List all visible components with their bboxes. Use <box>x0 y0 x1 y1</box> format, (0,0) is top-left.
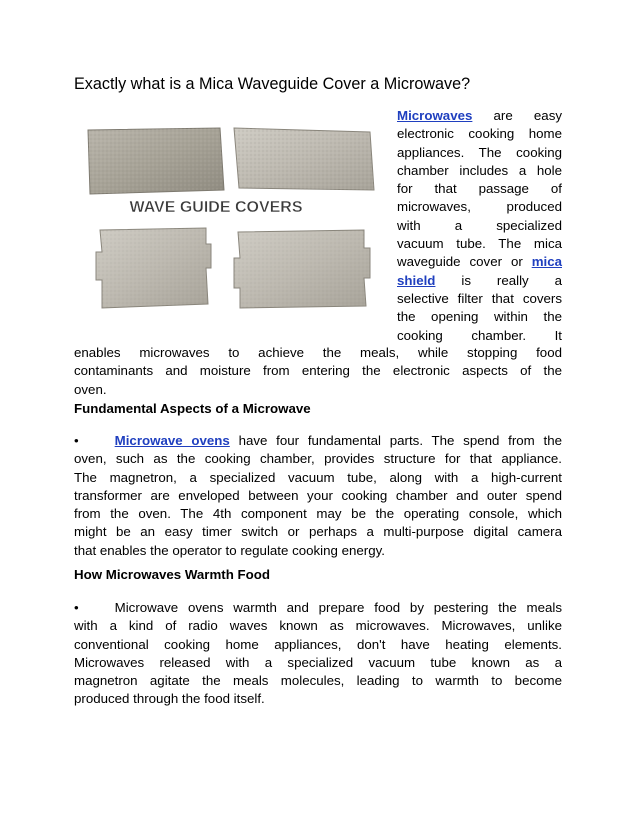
microwaves-link[interactable]: Microwaves <box>397 108 473 123</box>
mica-sheet-bottom-right <box>234 230 370 308</box>
intro-text: is really a <box>435 272 562 288</box>
body-text: have four fundamental parts. The spend from the <box>229 433 562 448</box>
intro-line: cooking chamber. It <box>397 327 562 343</box>
body-line: The magnetron, a specialized vacuum tube, along with a high-current <box>74 469 562 485</box>
body-line: oven, such as the cooking chamber, provides structure for that appliance. <box>74 451 562 467</box>
mica-link[interactable]: mica <box>531 254 562 270</box>
body-line: produced through the food itself. <box>74 691 265 707</box>
intro-line: selective filter that covers <box>397 290 562 306</box>
intro-line <box>397 253 562 271</box>
body-line: from the oven. The 4th component may be the operating console, which <box>74 506 562 522</box>
body-line: transformer are enveloped between your cooking chamber and outer spend <box>74 487 562 503</box>
bullet: • <box>74 433 79 448</box>
body-line <box>74 599 562 617</box>
wave-guide-covers-image <box>74 118 378 314</box>
body-line: with a kind of radio waves known as microwaves. Microwaves, unlike <box>74 618 562 634</box>
intro-line: enables microwaves to achieve the meals, while stopping food <box>74 345 562 360</box>
body-text: Microwave ovens warmth and prepare food by pestering the meals <box>114 600 562 615</box>
intro-line <box>397 107 562 125</box>
figure-caption: WAVE GUIDE COVERS <box>129 199 303 216</box>
section-heating-body <box>74 599 562 709</box>
shield-link[interactable]: shield <box>397 272 436 288</box>
section-heading-fundamentals: Fundamental Aspects of a Microwave <box>74 401 311 416</box>
intro-line: contaminants and moisture from entering the electronic aspects of the <box>74 363 562 379</box>
intro-line: the opening within the <box>397 309 562 325</box>
intro-line: chamber includes a hole <box>397 162 562 178</box>
body-line: that enables the operator to regulate cooking energy. <box>74 542 385 558</box>
mica-sheet-bottom-left <box>96 228 211 308</box>
body-line: Microwaves released with a specialized vacuum tube known as a <box>74 654 562 670</box>
intro-line <box>397 272 562 290</box>
body-line: conventional cooking home appliances, don't have heating elements. <box>74 636 562 652</box>
intro-continued <box>74 344 562 399</box>
body-line: might be an easy timer switch or perhaps a multi-purpose digital camera <box>74 524 562 540</box>
bullet: • <box>74 600 79 615</box>
intro-text: waveguide cover or <box>397 254 532 270</box>
intro-line: oven. <box>74 381 107 397</box>
mica-sheet-top-right <box>234 128 374 190</box>
intro-line: appliances. The cooking <box>397 144 562 160</box>
mica-sheet-top-left <box>88 128 224 194</box>
microwave-ovens-link[interactable]: Microwave ovens <box>114 433 230 448</box>
body-line: magnetron agitate the meals molecules, leading to warmth to become <box>74 673 562 689</box>
intro-line: microwaves, produced <box>397 199 562 215</box>
intro-line: for that passage of <box>397 181 562 197</box>
intro-line: vacuum tube. The mica <box>397 236 562 252</box>
intro-text: are easy <box>472 108 562 123</box>
section-heading-heating: How Microwaves Warmth Food <box>74 567 271 582</box>
body-line <box>74 432 562 450</box>
intro-side-text <box>397 107 562 345</box>
page-title: Exactly what is a Mica Waveguide Cover a Microwave? <box>74 75 471 93</box>
section-fundamentals-body <box>74 432 562 560</box>
intro-line: electronic cooking home <box>397 126 562 142</box>
intro-line: with a specialized <box>397 217 562 233</box>
